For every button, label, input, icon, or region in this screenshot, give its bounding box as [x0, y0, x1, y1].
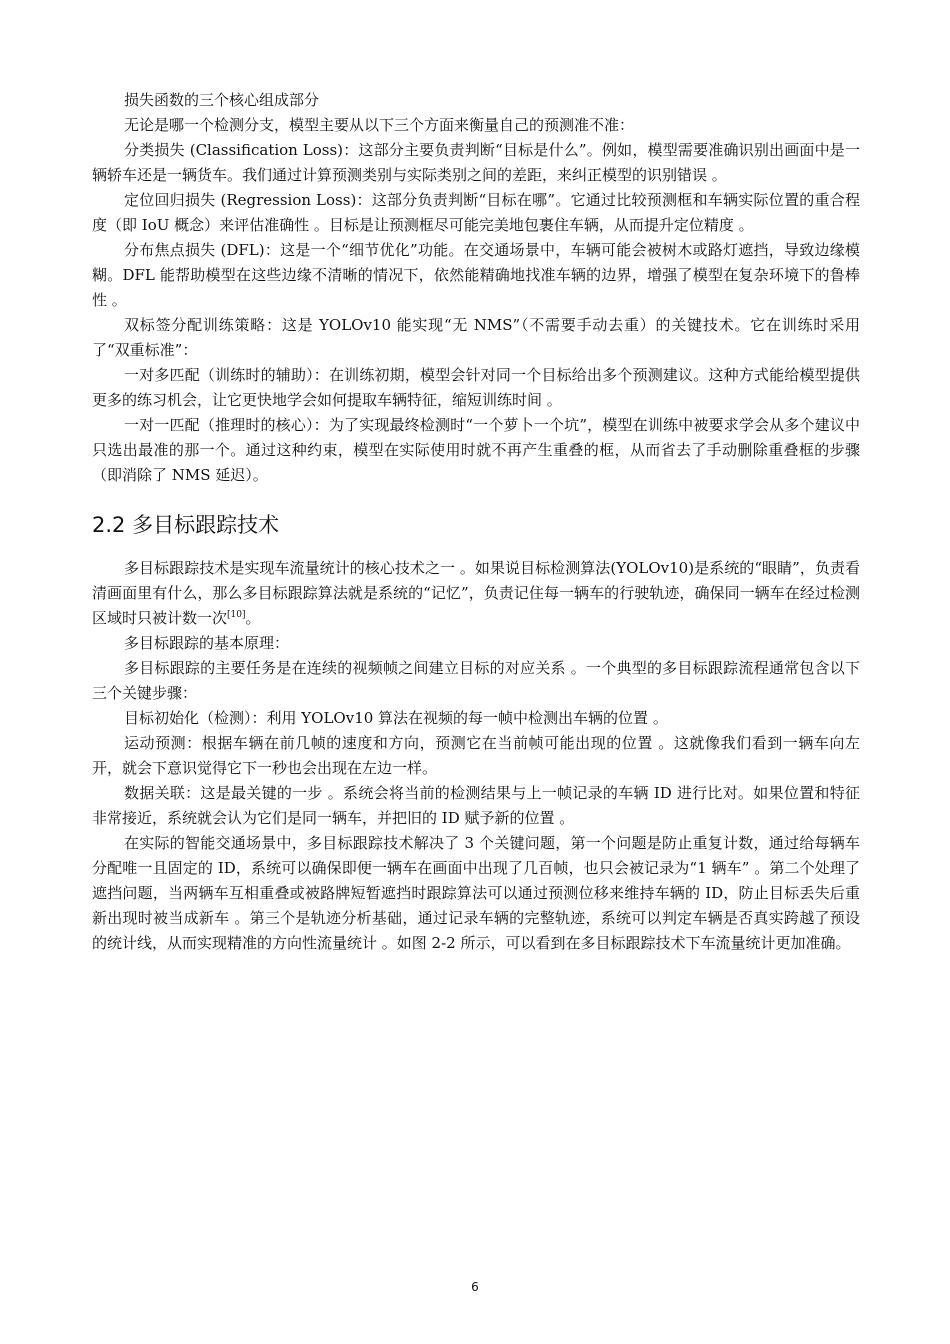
paragraph: 数据关联：这是最关键的一步 。系统会将当前的检测结果与上一帧记录的车辆 ID 进行比对。如果位置和特征非常接近，系统就会认为它们是同一辆车，并把旧的 ID 赋予新的位置 。 — [92, 784, 860, 827]
paragraph: 目标初始化（检测）：利用 YOLOv10 算法在视频的每一帧中检测出车辆的位置 。 — [124, 709, 668, 727]
paragraph: 分布焦点损失 (DFL)：这是一个“细节优化”功能。在交通场景中，车辆可能会被树木或路灯遮挡，导致边缘模糊。DFL 能帮助模型在这些边缘不清晰的情况下，依然能精确地找准车辆的边界，增强了模型在复杂环境下的鲁棒性 。 — [92, 241, 860, 309]
citation: [10] — [227, 610, 246, 620]
paragraph: 定位回归损失 (Regression Loss)：这部分负责判断“目标在哪”。它通过比较预测框和车辆实际位置的重合程度（即 IoU 概念）来评估准确性 。目标是让预测框尽可能完美地包裹住车辆，从而提升定位精度 。 — [92, 191, 860, 234]
paragraph: 多目标跟踪的主要任务是在连续的视频帧之间建立目标的对应关系 。一个典型的多目标跟踪流程通常包含以下三个关键步骤： — [92, 659, 860, 702]
paragraph: 一对多匹配（训练时的辅助）：在训练初期，模型会针对同一个目标给出多个预测建议。这种方式能给模型提供更多的练习机会，让它更快地学会如何提取车辆特征，缩短训练时间 。 — [92, 366, 860, 409]
intro-paragraph — [92, 556, 860, 631]
paragraph: 运动预测：根据车辆在前几帧的速度和方向，预测它在当前帧可能出现的位置 。这就像我们看到一辆车向左开，就会下意识觉得它下一秒也会出现在左边一样。 — [92, 734, 860, 777]
page-number: 6 — [471, 1280, 479, 1294]
document-page — [92, 88, 860, 956]
intro-text: 多目标跟踪技术是实现车流量统计的核心技术之一 。如果说目标检测算法(YOLOv10)是系统的“眼睛”，负责看清画面里有什么，那么多目标跟踪算法就是系统的“记忆”，负责记住每一辆车的行驶轨迹，确保同一辆车在经过检测区域时只被计数一次 — [92, 559, 860, 627]
paragraph: 无论是哪一个检测分支，模型主要从以下三个方面来衡量自己的预测准不准： — [124, 116, 635, 134]
paragraph: 分类损失 (Classification Loss)：这部分主要负责判断“目标是什么”。例如，模型需要准确识别出画面中是一辆轿车还是一辆货车。我们通过计算预测类别与实际类别之间的差距，来纠正模型的识别错误 。 — [92, 141, 860, 184]
paragraph: 在实际的智能交通场景中，多目标跟踪技术解决了 3 个关键问题，第一个问题是防止重复计数，通过给每辆车分配唯一且固定的 ID，系统可以确保即便一辆车在画面中出现了几百帧，也只会被记录为“1 辆车” 。第二个处理了遮挡问题，当两辆车互相重叠或被路牌短暂遮挡时跟踪算法可以通过预测位移来维持车辆的 ID，防止目标丢失后重新出现时被当成新车 。第三个是轨迹分析基础，通过记录车辆的完整轨迹，系统可以判定车辆是否真实跨越了预设的统计线，从而实现精准的方向性流量统计 。如图 2-2 所示，可以看到在多目标跟踪技术下车流量统计更加准确。 — [92, 834, 860, 952]
intro-end: 。 — [245, 609, 261, 627]
paragraph: 双标签分配训练策略：这是 YOLOv10 能实现“无 NMS”（不需要手动去重）的关键技术。它在训练时采用了“双重标准”： — [92, 316, 860, 359]
paragraph: 一对一匹配（推理时的核心）：为了实现最终检测时“一个萝卜一个坑”，模型在训练中被要求学会从多个建议中只选出最准的那一个。通过这种约束，模型在实际使用时就不再产生重叠的框，从而省去了手动删除重叠框的步骤（即消除了 NMS 延迟）。 — [92, 416, 860, 484]
paragraph: 损失函数的三个核心组成部分 — [124, 91, 320, 109]
section-heading: 2.2 多目标跟踪技术 — [92, 513, 280, 537]
paragraph: 多目标跟踪的基本原理： — [124, 634, 290, 652]
